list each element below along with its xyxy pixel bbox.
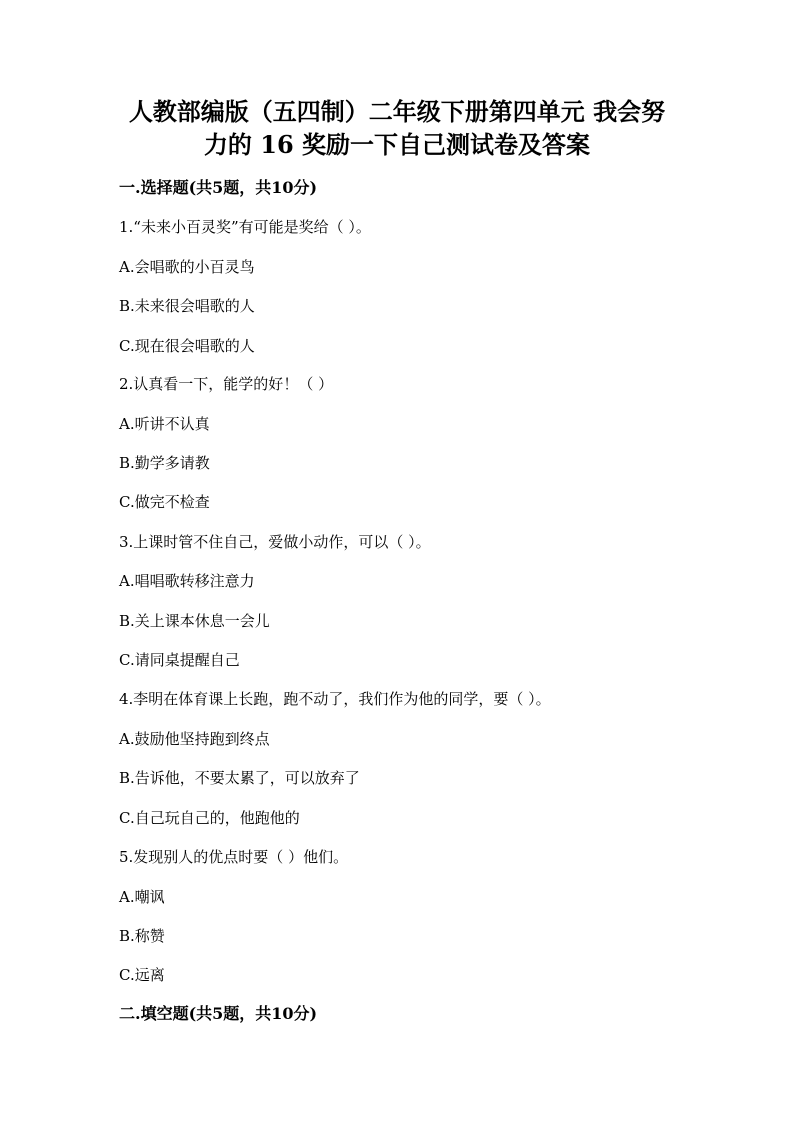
question-2-option-a: A.听讲不认真 (119, 415, 210, 433)
question-3-stem: 3.上课时管不住自己，爱做小动作，可以（ ）。 (119, 533, 431, 551)
question-1-option-b: B.未来很会唱歌的人 (119, 297, 255, 315)
section-heading-fill-in-blank: 二.填空题(共5题，共10分) (119, 1004, 318, 1023)
question-1-stem: 1.“未来小百灵奖”有可能是奖给（ ）。 (119, 218, 371, 236)
question-1-option-a: A.会唱歌的小百灵鸟 (119, 258, 255, 276)
question-2-option-b: B.勤学多请教 (119, 454, 210, 472)
question-3-option-b: B.关上课本休息一会儿 (119, 612, 270, 630)
question-3-option-c: C.请同桌提醒自己 (119, 651, 240, 669)
question-4-option-a: A.鼓励他坚持跑到终点 (119, 730, 270, 748)
question-5-option-a: A.嘲讽 (119, 888, 165, 906)
question-5-option-c: C.远离 (119, 966, 165, 984)
question-4-option-b: B.告诉他，不要太累了，可以放弃了 (119, 769, 360, 787)
question-4-stem: 4.李明在体育课上长跑，跑不动了，我们作为他的同学，要（ ）。 (119, 690, 551, 708)
document-title-line-2: 力的 16 奖励一下自己测试卷及答案 (203, 130, 591, 159)
question-2-option-c: C.做完不检查 (119, 493, 210, 511)
question-4-option-c: C.自己玩自己的，他跑他的 (119, 809, 300, 827)
question-1-option-c: C.现在很会唱歌的人 (119, 337, 255, 355)
question-5-option-b: B.称赞 (119, 927, 165, 945)
document-title-line-1: 人教部编版（五四制）二年级下册第四单元 我会努 (128, 97, 666, 126)
question-2-stem: 2.认真看一下，能学的好！（ ） (119, 375, 334, 393)
question-3-option-a: A.唱唱歌转移注意力 (119, 572, 255, 590)
question-5-stem: 5.发现别人的优点时要（ ）他们。 (119, 848, 349, 866)
section-heading-multiple-choice: 一.选择题(共5题，共10分) (119, 178, 318, 197)
